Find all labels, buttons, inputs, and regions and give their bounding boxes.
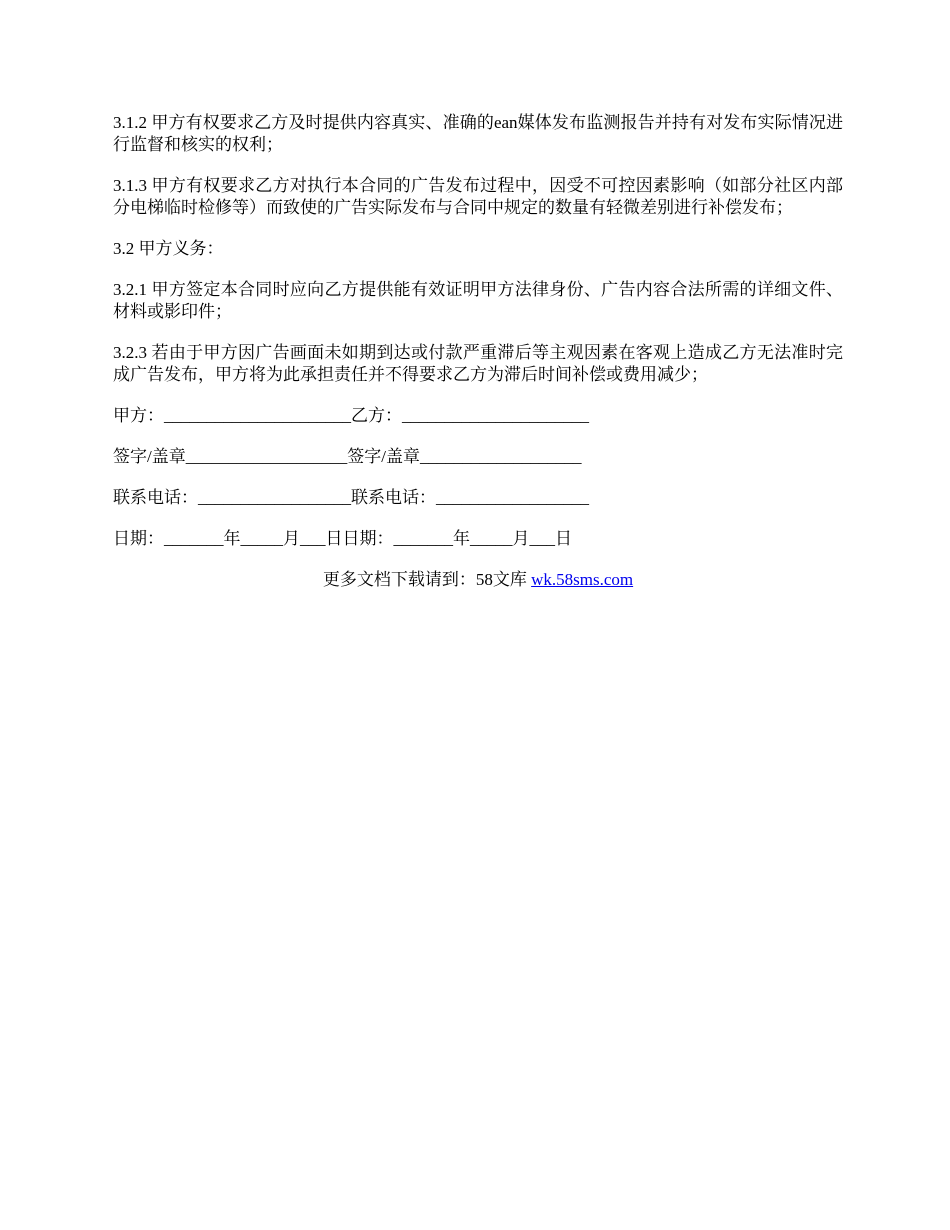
- signature-seal-line: 签字/盖章___________________签字/盖章___________________: [113, 447, 582, 466]
- signature-parties-line: 甲方：______________________乙方：______________________: [113, 406, 589, 425]
- signature-phone-line: 联系电话：__________________联系电话：__________________: [113, 488, 589, 507]
- clause-3-2-heading: 3.2 甲方义务：: [113, 239, 224, 258]
- download-footer: [113, 569, 843, 591]
- clause-3-1-3: 3.1.3 甲方有权要求乙方对执行本合同的广告发布过程中，因受不可控因素影响（如部分社区内部分电梯临时检修等）而致使的广告实际发布与合同中规定的数量有轻微差别进行补偿发布；: [113, 176, 843, 217]
- footer-link[interactable]: wk.58sms.com: [531, 570, 634, 589]
- clause-3-2-1: 3.2.1 甲方签定本合同时应向乙方提供能有效证明甲方法律身份、广告内容合法所需的详细文件、材料或影印件；: [113, 280, 843, 321]
- signature-date-line: 日期：_______年_____月___日日期：_______年_____月___日: [113, 529, 572, 548]
- document-page: [113, 112, 843, 591]
- footer-prefix: 更多文档下载请到：58文库: [322, 570, 532, 589]
- clause-3-1-2: 3.1.2 甲方有权要求乙方及时提供内容真实、准确的ean媒体发布监测报告并持有对发布实际情况进行监督和核实的权利；: [113, 113, 843, 154]
- clause-3-2-3: 3.2.3 若由于甲方因广告画面未如期到达或付款严重滞后等主观因素在客观上造成乙方无法准时完成广告发布，甲方将为此承担责任并不得要求乙方为滞后时间补偿或费用减少；: [113, 343, 843, 384]
